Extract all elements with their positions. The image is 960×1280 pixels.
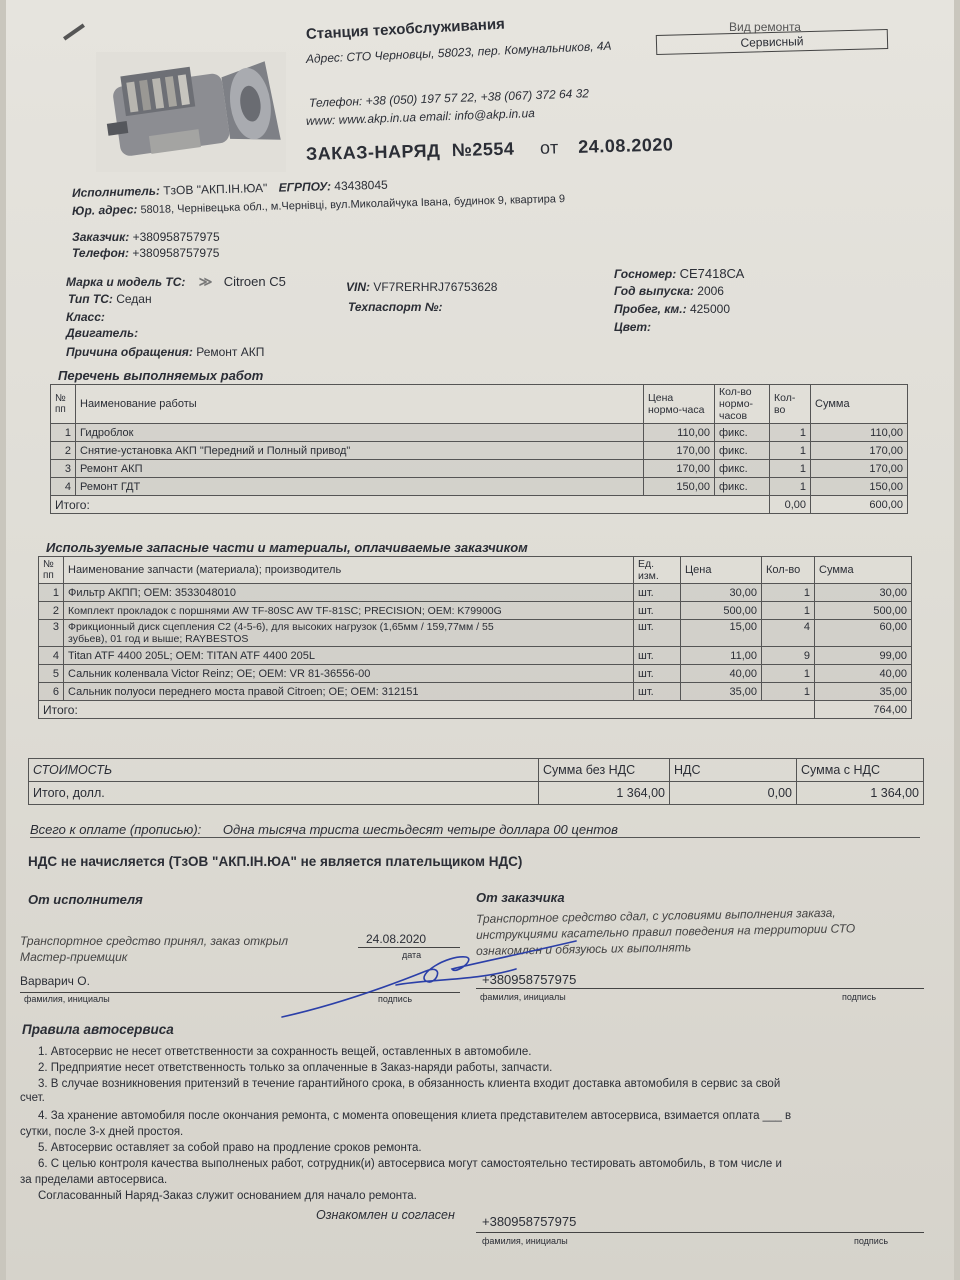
row-name: Сальник коленвала Victor Reinz; OE; OEM: VR 81-36556-00	[64, 665, 634, 683]
customer-phone-line	[72, 246, 219, 260]
table-row	[39, 584, 912, 602]
row-sum: 60,00	[815, 620, 912, 647]
table-row	[51, 424, 908, 442]
rule-item: 6. С целью контроля качества выполненых работ, сотрудник(и) автосервиса могут самостоятельно тестировать автомобиль, в том числе и	[38, 1158, 782, 1170]
repair-type-label: Вид ремонта	[729, 20, 801, 34]
row-price: 40,00	[681, 665, 762, 683]
agree-sign-caption: подпись	[854, 1236, 889, 1246]
row-sum: 99,00	[815, 647, 912, 665]
vehicle-engine-label: Двигатель:	[66, 326, 139, 340]
row-no: 3	[51, 460, 76, 478]
customer-sign-caption: подпись	[842, 992, 877, 1002]
date-caption: дата	[402, 950, 422, 960]
table-row	[51, 442, 908, 460]
row-no: 6	[39, 683, 64, 701]
cost-col-vat: НДС	[670, 759, 797, 782]
row-name: Ремонт ГДТ	[76, 478, 644, 496]
master-label: Мастер-приемщик	[20, 950, 128, 964]
year-label: Год выпуска:	[614, 284, 694, 298]
row-name	[64, 620, 634, 647]
parts-col-unit: Ед. изм.	[634, 557, 681, 584]
cost-net-value: 1 364,00	[539, 782, 670, 805]
rule-item: 4. За хранение автомобиля после окончания ремонта, с момента оповещения клиета представителем автосервиса, взимается оплата ___ в	[38, 1110, 792, 1122]
repair-type-box: Сервисный	[656, 29, 888, 55]
vehicle-class-label: Класс:	[66, 310, 105, 324]
row-no: 1	[39, 584, 64, 602]
from-customer-label: От заказчика	[476, 890, 565, 905]
color-label: Цвет:	[614, 320, 652, 334]
row-name: Фильтр АКПП; OEM: 3533048010	[64, 584, 634, 602]
row-hours: фикс.	[715, 442, 770, 460]
cost-value-row	[29, 782, 924, 805]
row-sum: 30,00	[815, 584, 912, 602]
row-price: 500,00	[681, 602, 762, 620]
parts-total-sum: 764,00	[815, 701, 912, 719]
parts-total-label: Итого:	[39, 701, 815, 719]
rule-item: за пределами автосервиса.	[20, 1174, 168, 1186]
row-no: 2	[39, 602, 64, 620]
row-no: 1	[51, 424, 76, 442]
customer-text-3: ознакомлен и обязуюсь их выполнять	[475, 940, 692, 958]
vehicle-make-line	[66, 274, 286, 290]
rule-item: 2. Предприятие несет ответственность только за оплаченные в Заказ-наряди работы, запчасти.	[38, 1062, 553, 1074]
agree-label: Ознакомлен и согласен	[316, 1208, 455, 1222]
row-qty: 4	[762, 620, 815, 647]
order-number: №2554	[451, 138, 515, 161]
cost-row-label: Итого, долл.	[29, 782, 539, 805]
row-sum: 170,00	[811, 442, 908, 460]
row-qty: 1	[762, 584, 815, 602]
row-sum: 110,00	[811, 424, 908, 442]
customer-label: Заказчик:	[72, 230, 130, 244]
row-unit: шт.	[634, 683, 681, 701]
works-total-label: Итого:	[51, 496, 770, 514]
citroen-logo-icon: ≫	[198, 274, 213, 289]
row-name: Ремонт АКП	[76, 460, 644, 478]
row-price: 110,00	[644, 424, 715, 442]
station-web-email: www: www.akp.in.ua email: info@akp.in.ua	[305, 106, 536, 128]
vehicle-type-label: Тип ТС:	[68, 292, 113, 306]
row-hours: фикс.	[715, 460, 770, 478]
row-qty: 1	[770, 442, 811, 460]
station-address: Адрес: СТО Черновцы, 58023, пер. Комунальников, 4А	[305, 38, 612, 66]
row-unit: шт.	[634, 584, 681, 602]
row-price: 150,00	[644, 478, 715, 496]
row-sum: 150,00	[811, 478, 908, 496]
station-title: Станция техобслуживания	[305, 15, 506, 43]
cost-col-net: Сумма без НДС	[539, 759, 670, 782]
row-qty: 1	[770, 478, 811, 496]
row-price: 15,00	[681, 620, 762, 647]
handwritten-signature	[276, 935, 596, 1025]
row-name-line2: зубьев), 01 год и выше; RAYBESTOS	[68, 633, 249, 645]
row-no: 2	[51, 442, 76, 460]
parts-col-no: № пп	[39, 557, 64, 584]
works-col-name: Наименование работы	[76, 385, 644, 424]
row-price: 35,00	[681, 683, 762, 701]
row-qty: 1	[762, 665, 815, 683]
rule-item: 1. Автосервис не несет ответственности за сохранность вещей, оставленных в автомобиле.	[38, 1046, 532, 1058]
mileage-label: Пробег, км.:	[614, 302, 687, 316]
row-no: 5	[39, 665, 64, 683]
table-row	[39, 665, 912, 683]
works-total-sum: 600,00	[811, 496, 908, 514]
parts-col-name: Наименование запчасти (материала); производитель	[64, 557, 634, 584]
vehicle-make-label: Марка и модель ТС:	[66, 275, 186, 289]
row-qty: 1	[770, 424, 811, 442]
table-row	[51, 460, 908, 478]
row-sum: 500,00	[815, 602, 912, 620]
works-title: Перечень выполняемых работ	[58, 368, 264, 383]
row-name: Комплект прокладок с поршнями AW TF-80SC AW TF-81SC; PRECISION; OEM: K79900G	[64, 602, 634, 620]
row-hours: фикс.	[715, 424, 770, 442]
accepted-text: Транспортное средство принял, заказ открыл	[20, 934, 289, 948]
payment-value: Одна тысяча триста шестьдесят четыре доллара 00 центов	[222, 822, 618, 837]
plate-value: СЕ7418СА	[679, 266, 745, 281]
agree-name: +380958757975	[482, 1214, 577, 1229]
executor-sign-caption: подпись	[378, 994, 413, 1004]
works-col-price: Цена нормо-часа	[644, 385, 715, 424]
customer-phone-label: Телефон:	[72, 246, 130, 260]
edrpou-label: ЕГРПОУ:	[278, 179, 332, 195]
row-unit: шт.	[634, 647, 681, 665]
cost-header-row	[29, 759, 924, 782]
executor-fio-caption: фамилия, инициалы	[24, 994, 110, 1004]
sign-date: 24.08.2020	[366, 932, 427, 946]
vin-label: VIN:	[346, 280, 370, 294]
row-qty: 9	[762, 647, 815, 665]
row-price: 30,00	[681, 584, 762, 602]
rule-item: счет.	[20, 1092, 45, 1104]
station-phone: Телефон: +38 (050) 197 57 22, +38 (067) 372 64 32	[308, 86, 590, 110]
customer-fio-caption: фамилия, инициалы	[480, 992, 566, 1002]
table-row	[51, 478, 908, 496]
row-no: 4	[39, 647, 64, 665]
vat-note: НДС не начисляется (ТзОВ "АКП.ІН.ЮА" не является плательщиком НДС)	[28, 854, 523, 869]
vehicle-type-value: Седан	[116, 292, 152, 306]
row-no: 3	[39, 620, 64, 647]
works-header-row	[51, 385, 908, 424]
vin-line	[346, 280, 497, 294]
legal-address-value: 58018, Чернівецька обл., м.Чернівці, вул.Миколайчука Івана, будинок 9, квартира 9	[140, 193, 566, 217]
row-name: Снятие-установка АКП "Передний и Полный привод"	[76, 442, 644, 460]
year-value: 2006	[697, 284, 724, 298]
payment-line	[30, 822, 920, 838]
customer-sign-name: +380958757975	[482, 972, 577, 987]
vin-value: VF7RERHRJ76753628	[373, 280, 498, 294]
customer-phone-value: +380958757975	[132, 246, 220, 260]
row-sum: 170,00	[811, 460, 908, 478]
customer-text-1: Транспортное средство сдал, с условиями выполнения заказа,	[475, 905, 836, 926]
customer-text-2: инструкциями касательно правил поведения на территории СТО	[475, 921, 856, 942]
plate-label: Госномер:	[614, 267, 677, 281]
row-no: 4	[51, 478, 76, 496]
year-line	[614, 284, 724, 298]
row-name: Сальник полуоси переднего моста правой Citroen; OE; OEM: 312151	[64, 683, 634, 701]
transmission-logo-image	[86, 32, 296, 182]
agree-line	[476, 1232, 924, 1233]
parts-header-row	[39, 557, 912, 584]
master-name: Варварич О.	[20, 974, 90, 988]
executor-value: ТзОВ "АКП.ІН.ЮА"	[163, 180, 268, 198]
agree-fio-caption: фамилия, инициалы	[482, 1236, 568, 1246]
row-name: Гидроблок	[76, 424, 644, 442]
parts-col-price: Цена	[681, 557, 762, 584]
rule-item: Согласованный Наряд-Заказ служит основанием для начало ремонта.	[38, 1190, 417, 1202]
row-hours: фикс.	[715, 478, 770, 496]
cost-gross-value: 1 364,00	[797, 782, 924, 805]
works-col-no: № пп	[51, 385, 76, 424]
row-price: 170,00	[644, 442, 715, 460]
row-qty: 1	[770, 460, 811, 478]
customer-line	[72, 230, 220, 244]
rule-item: 3. В случае возникновения притензий в течение гарантийного срока, в обязанность клиента входит доставка автомобиля в сервис за свой	[38, 1078, 781, 1090]
order-label: ЗАКАЗ-НАРЯД	[305, 140, 441, 164]
executor-label: Исполнитель:	[71, 183, 161, 200]
row-name-line1: Фрикционный диск сцепления С2 (4-5-6), для высоких нагрузок (1,65мм / 159,77мм / 55	[68, 621, 494, 633]
row-sum: 40,00	[815, 665, 912, 683]
customer-value: +380958757975	[132, 230, 220, 244]
cost-table	[28, 758, 924, 805]
row-price: 11,00	[681, 647, 762, 665]
row-unit: шт.	[634, 602, 681, 620]
vehicle-type-line	[68, 292, 152, 306]
mileage-line	[614, 302, 730, 316]
row-sum: 35,00	[815, 683, 912, 701]
parts-table	[38, 556, 912, 719]
techpass-label: Техпаспорт №:	[348, 300, 443, 314]
rules-title: Правила автосервиса	[22, 1022, 174, 1037]
table-row	[39, 602, 912, 620]
reason-value: Ремонт АКП	[196, 345, 265, 359]
parts-title: Используемые запасные части и материалы, оплачиваемые заказчиком	[46, 540, 528, 555]
reason-line	[66, 345, 264, 359]
table-row	[39, 620, 912, 647]
table-row	[39, 683, 912, 701]
staple-mark	[63, 23, 85, 40]
works-col-qty: Кол-во	[770, 385, 811, 424]
from-executor-label: От исполнителя	[28, 892, 143, 907]
order-from: от	[539, 137, 560, 158]
cost-header-label: СТОИМОСТЬ	[29, 759, 539, 782]
row-qty: 1	[762, 683, 815, 701]
payment-label: Всего к оплате (прописью):	[30, 822, 202, 837]
row-price: 170,00	[644, 460, 715, 478]
order-document	[6, 0, 954, 1280]
order-date: 24.08.2020	[578, 134, 674, 157]
reason-label: Причина обращения:	[66, 345, 193, 359]
parts-total-row	[39, 701, 912, 719]
edrpou-value: 43438045	[334, 177, 388, 194]
row-unit: шт.	[634, 665, 681, 683]
order-heading	[306, 134, 674, 165]
row-unit: шт.	[634, 620, 681, 647]
cost-col-gross: Сумма с НДС	[797, 759, 924, 782]
rule-item: сутки, после 3-х дней простоя.	[20, 1126, 184, 1138]
works-table	[50, 384, 908, 514]
works-total-qty: 0,00	[770, 496, 811, 514]
works-col-sum: Сумма	[811, 385, 908, 424]
mileage-value: 425000	[689, 302, 730, 316]
parts-col-qty: Кол-во	[762, 557, 815, 584]
table-row	[39, 647, 912, 665]
row-name: Titan ATF 4400 205L; OEM: TITAN ATF 4400 205L	[64, 647, 634, 665]
works-total-row	[51, 496, 908, 514]
rule-item: 5. Автосервис оставляет за собой право на продление сроков ремонта.	[38, 1142, 422, 1154]
cost-vat-value: 0,00	[670, 782, 797, 805]
plate-line	[614, 266, 744, 281]
parts-col-sum: Сумма	[815, 557, 912, 584]
vehicle-make-value: Citroen C5	[223, 274, 286, 289]
legal-address-label: Юр. адрес:	[71, 202, 138, 218]
row-qty: 1	[762, 602, 815, 620]
works-col-hours: Кол-во нормо-часов	[715, 385, 770, 424]
